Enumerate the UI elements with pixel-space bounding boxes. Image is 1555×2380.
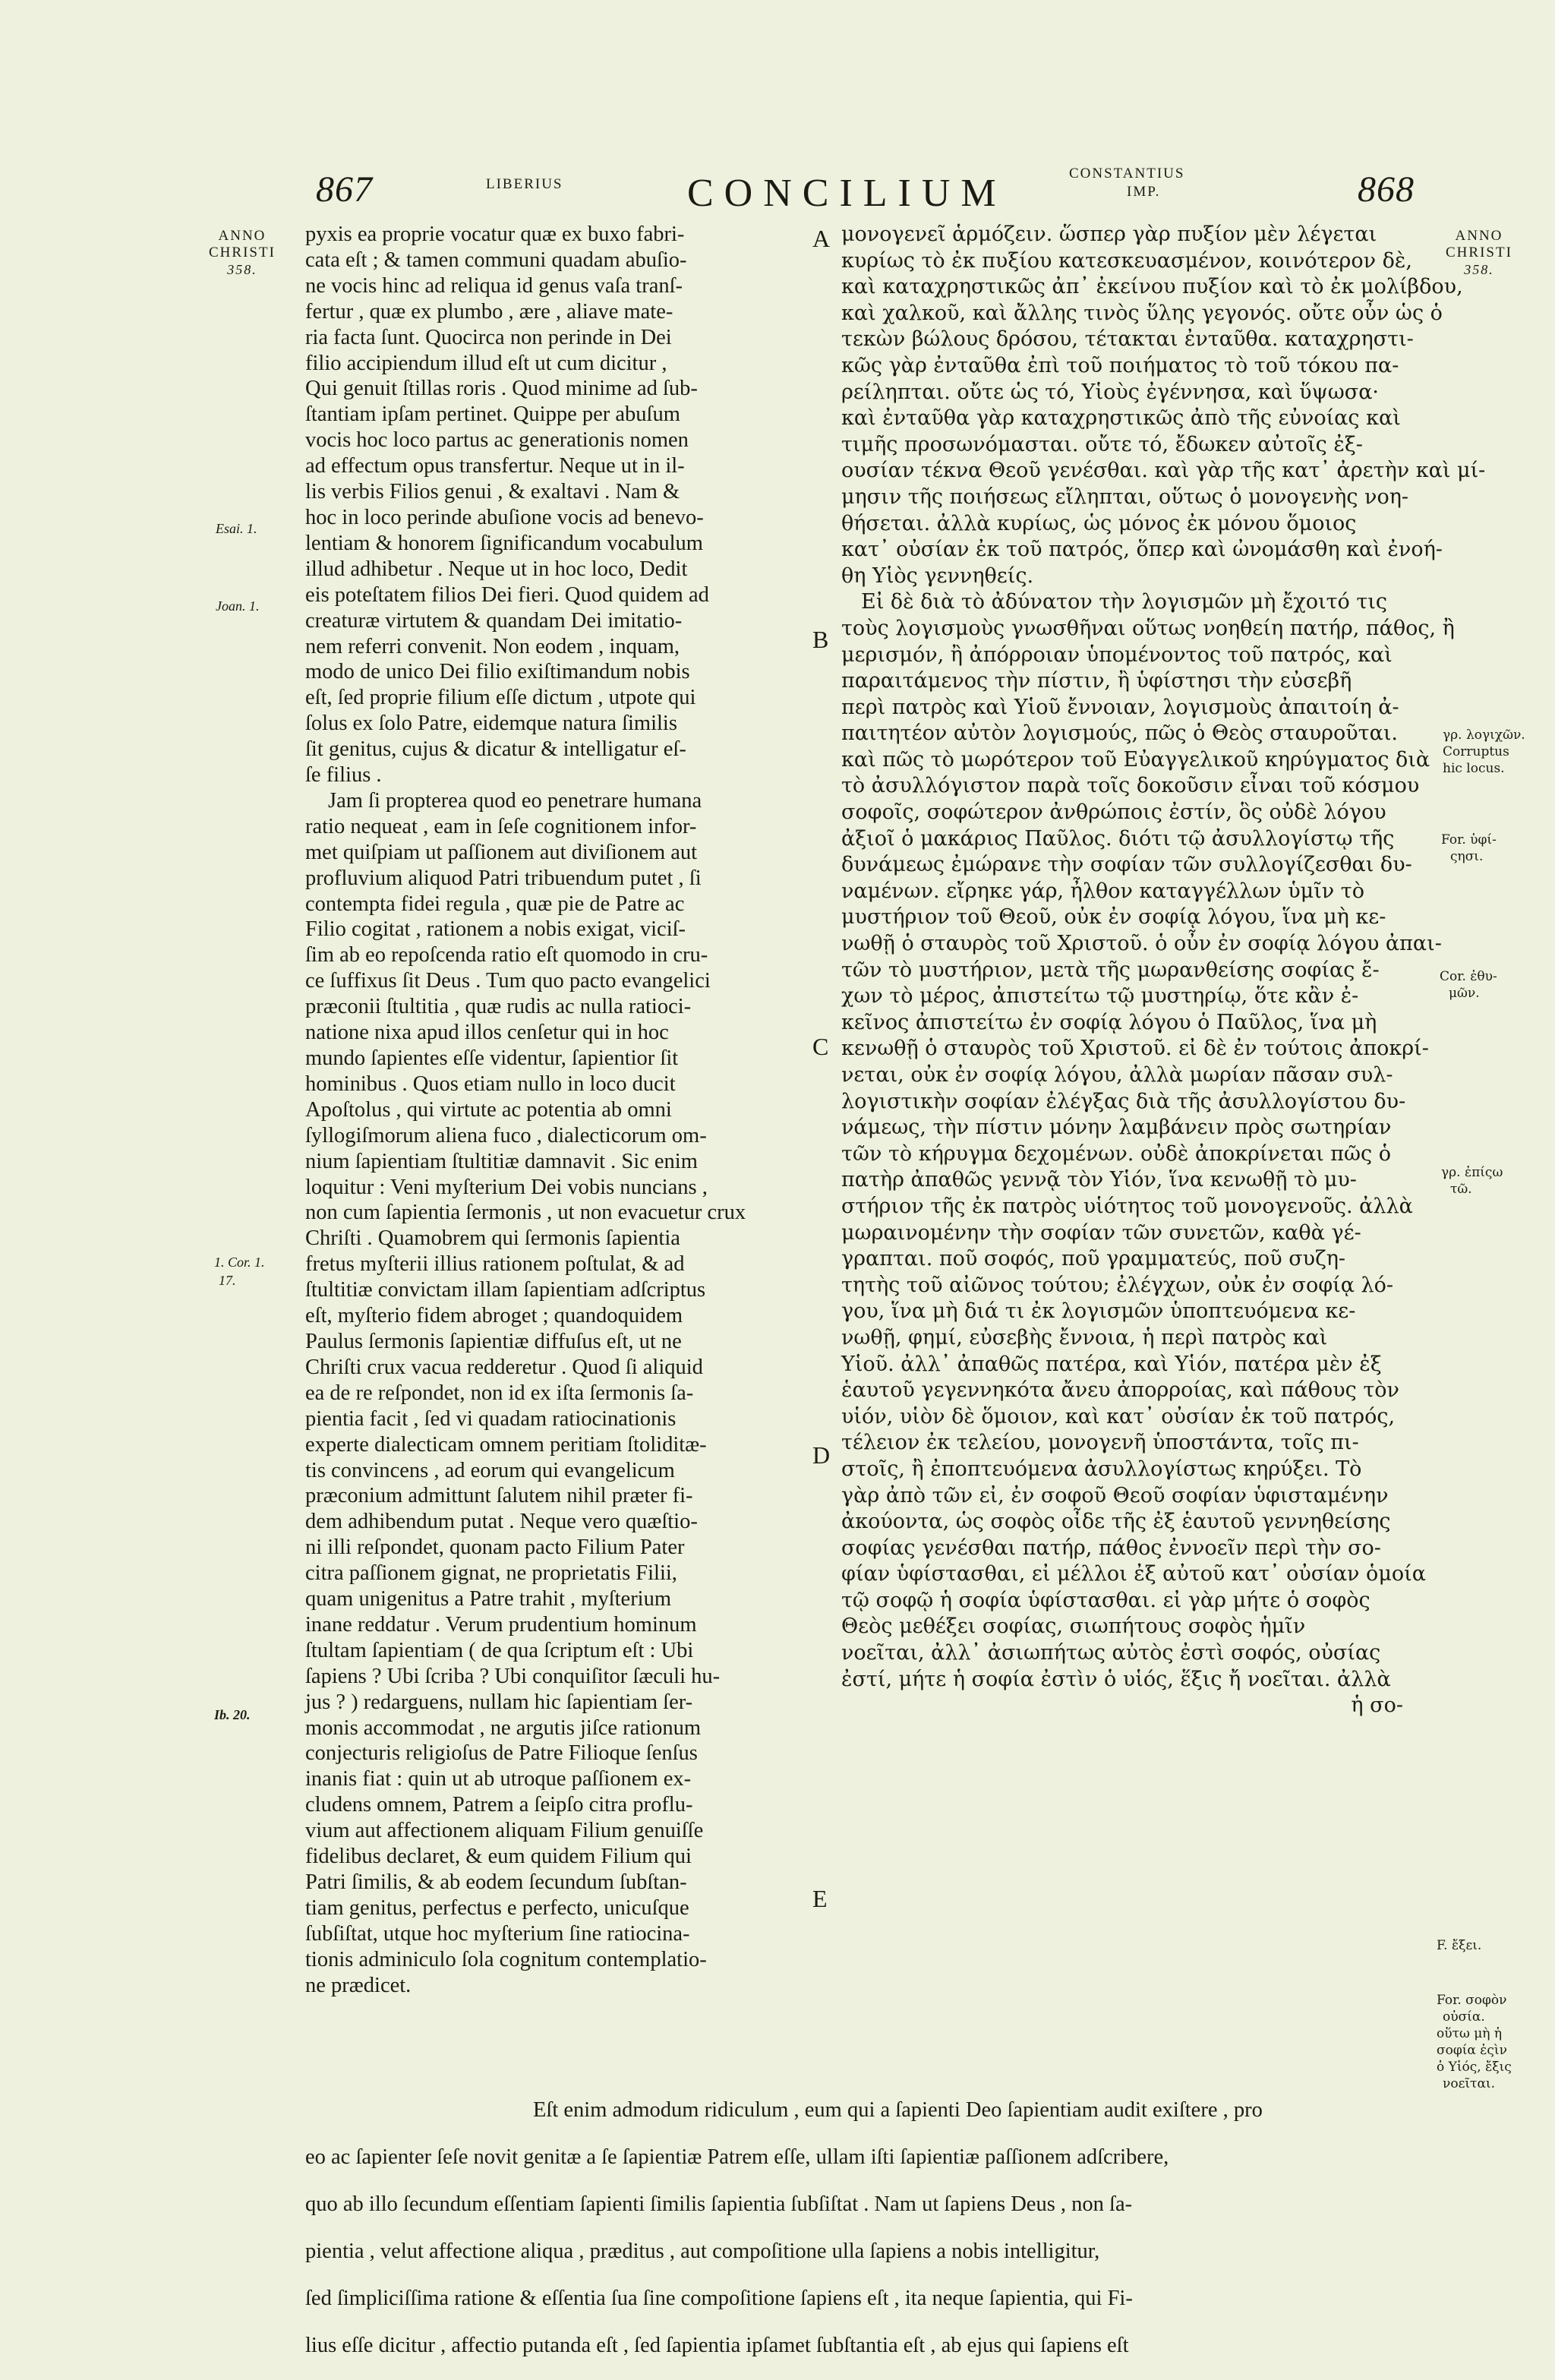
greek-text-line: ἡ σο- [1351,1693,1403,1718]
greek-text-line: γραπται. ποῦ σοφός, ποῦ γραμματεύς, ποῦ συζη- [841,1247,1346,1271]
greek-text-line: κῶς γὰρ ἐνταῦθα ἐπὶ τοῦ ποιήματος τὸ τοῦ τόκου πα- [841,353,1399,377]
greek-text-line: καὶ χαλκοῦ, καὶ ἄλλης τινὸς ὕλης γεγονός. οὔτε οὖν ὡς ὁ [841,301,1443,325]
latin-text-line: hoc in loco perinde abuſione vocis ad benevo- [305,505,704,529]
latin-text-line: modo de unico Dei filio exiſtimandum nobis [305,660,690,684]
rnote-1: γρ. λογιχῶν. [1443,728,1525,743]
greek-text-line: ἀξιοῖ ὁ μακάριος Παῦλος. διότι τῷ ἀσυλλογίστῳ τῆς [841,826,1395,851]
continuation-text-line: quo ab illo ſecundum eſſentiam ſapienti ſimilis ſapientia ſubſiſtat . Nam ut ſapiens Deus , non ſa- [305,2192,1133,2216]
latin-text-line: profluvium aliquod Patri tribuendum putet , ſi [305,866,702,890]
latin-column [305,222,834,1999]
greek-text-line: κεῖνος ἀπιστείτω ἐν σοφίᾳ λόγου ὁ Παῦλος, ἵνα μὴ [841,1010,1377,1034]
greek-text-line: ναμένων. εἴρηκε γάρ, ἦλθον καταγγέλλων ὑμῖν τὸ [841,879,1364,903]
greek-text-line: δυνάμεως ἐμώρανε τὴν σοφίαν τῶν συλλογίζεσθαι δυ- [841,853,1412,877]
latin-text-line: ſtantiam ipſam pertinet. Quippe per abuſum [305,402,680,427]
latin-text-line: Jam ſi propterea quod eo penetrare humana [328,788,702,813]
greek-text-line: τέλειον ἐκ τελείου, μονογενῆ ὑποστάντα, τοῖς πι- [841,1431,1359,1455]
right-running-head: CONSTANTIUS [1069,166,1185,181]
greek-text-line: σοφοῖς, σοφώτερον ἀνθρώποις ἐστίν, ὃς οὐδὲ λόγου [841,800,1386,825]
note-cor1: 1. Cor. 1. [214,1255,265,1270]
rnote-6: Cor. ἐθυ- [1440,969,1497,984]
greek-text-line: στήριον τῆς ἐκ πατρὸς υἱότητος τοῦ μονογενοῦς. ἀλλὰ [841,1194,1413,1218]
greek-text-line: νάμεως, τὴν πίστιν μόνην λαμβάνειν πρὸς σωτηρίαν [841,1116,1392,1140]
latin-text-line: Patri ſimilis, & ab eodem ſecundum ſubſtan- [305,1870,687,1894]
latin-text-line: ria facta ſunt. Quocirca non perinde in Dei [305,325,672,349]
latin-text-line: lentiam & honorem ſignificandum vocabulum [305,531,703,555]
latin-text-line: hominibus . Quos etiam nullo in loco ducit [305,1072,676,1096]
rnote-11: For. σοφὸν [1437,1993,1507,2008]
latin-text-line: conjecturis religioſus de Patre Filioque ſenſus [305,1741,698,1766]
latin-text-line: non cum ſapientia ſermonis , ut non evacuetur crux [305,1201,746,1225]
greek-text-line: παραιτάμενος τὴν πίστιν, ἢ ὑφίστησι τὴν εὐσεβῆ [841,669,1352,693]
note-esai: Esai. 1. [216,521,257,536]
latin-text-line: experte dialecticam omnem peritiam ſtoliditæ- [305,1432,707,1457]
latin-text-line: ſolus ex ſolo Patre, eidemque natura ſimilis [305,712,677,736]
greek-text-line: καὶ πῶς τὸ μωρότερον τοῦ Εὐαγγελικοῦ κηρύγματος διὰ [841,747,1430,772]
latin-text-line: Apoſtolus , qui virtute ac potentia ab omni [305,1097,672,1122]
greek-text-line: χων τὸ μέρος, ἀπιστείτω τῷ μυστηρίῳ, ὅτε κἂν ἐ- [841,984,1359,1009]
greek-text-line: νωθῇ ὁ σταυρὸς τοῦ Χριστοῦ. ὁ οὖν ἐν σοφίᾳ λόγου ἀπαι- [841,932,1442,956]
section-mark-d: D [812,1441,831,1469]
latin-text-line: eſt, myſterio fidem abroget ; quandoquidem [305,1304,683,1328]
anno-right-line2: CHRISTI [1446,245,1512,260]
greek-text-line: Θεὸς μεθέξει σοφίας, σιωπήτους σοφὸς ἡμῖν [841,1615,1306,1639]
right-running-head-sub: IMP. [1127,184,1161,200]
latin-text-line: Qui genuit ſtillas roris . Quod minime ad ſub- [305,377,698,401]
latin-text-line: inanis fiat : quin ut ab utroque paſſionem ex- [305,1767,692,1791]
greek-text-line: ουσίαν τέκνα Θεοῦ γενέσθαι. καὶ γὰρ τῆς κατ᾽ ἀρετὴν καὶ μί- [841,459,1486,483]
rnote-14: σοφία ἐςὶν [1437,2043,1507,2058]
greek-text-line: μυστήριον τοῦ Θεοῦ, οὐκ ἐν σοφίᾳ λόγου, ἵνα μὴ κε- [841,905,1386,930]
greek-text-line: μησιν τῆς ποιήσεως εἴληπται, οὕτως ὁ μονογενὴς νοη- [841,485,1409,509]
latin-text-line: ſit genitus, cujus & dicatur & intelligatur eſ- [305,737,686,762]
greek-text-line: Υἱοῦ. ἀλλ᾽ ἀπαθῶς πατέρα, καὶ Υἱόν, πατέρα μὲν ἐξ [841,1352,1382,1376]
continuation-text-line: Eſt enim admodum ridiculum , eum qui a ſapienti Deo ſapientiam audit exiſtere , pro [533,2097,1263,2122]
latin-text-line: filio accipiendum illud eſt ut cum dicitur , [305,351,667,375]
note-joan: Joan. 1. [216,598,260,614]
greek-text-line: καὶ ἐνταῦθα γὰρ καταχρηστικῶς ἀπὸ τῆς εὐνοίας καὶ [841,406,1401,431]
anno-right-line1: ANNO [1455,228,1503,244]
latin-text-line: Filio cogitat , rationem a nobis exigat, viciſ- [305,917,686,942]
latin-continuation [305,2075,1421,2380]
greek-text-line: θήσεται. ἀλλὰ κυρίως, ὡς μόνος ἐκ μόνου ὅμοιος [841,511,1357,535]
anno-right-year: 358. [1464,262,1494,277]
latin-text-line: ſim ab eo repoſcenda ratio eſt quomodo in cru- [305,943,708,967]
latin-text-line: ce ſuffixus ſit Deus . Tum quo pacto evangelici [305,969,711,993]
greek-text-line: πατὴρ ἀπαθῶς γεννᾷ τὸν Υἱόν, ἵνα κενωθῇ τὸ μυ- [841,1168,1357,1192]
greek-text-line: νοεῖται, ἀλλ᾽ ἀσιωπήτως αὐτὸς ἐστὶ σοφός, οὐσίας [841,1641,1381,1665]
anno-left-line2: CHRISTI [209,245,276,260]
anno-left-year: 358. [227,262,257,277]
greek-text-line: νεται, οὐκ ἐν σοφίᾳ λόγου, ἀλλὰ μωρίαν πᾶσαν συλ- [841,1063,1393,1087]
latin-text-line: ni illi reſpondet, quonam pacto Filium Pater [305,1536,685,1560]
section-mark-e: E [812,1885,828,1912]
latin-text-line: pyxis ea proprie vocatur quæ ex buxo fabri- [305,223,685,246]
greek-text-line: μωραινομένην τὴν σοφίαν τῶν συνετῶν, καθὰ γέ- [841,1220,1361,1245]
note-cor2: 17. [219,1273,236,1288]
greek-text-line: τιμῆς προσωνόμασται. οὔτε τό, ἔδωκεν αὐτοῖς ἐξ- [841,432,1363,456]
page-title: CONCILIUM [687,172,1007,215]
latin-text-line: vocis hoc loco partus ac generationis nomen [305,428,689,453]
latin-text-line: Chriſti . Quamobrem qui ſermonis ſapientia [305,1226,680,1251]
latin-text-line: natione nixa apud illos cenſetur qui in hoc [305,1021,669,1045]
greek-text-line: υἱόν, υἱὸν δὲ ὅμοιον, καὶ κατ᾽ οὐσίαν ἐκ τοῦ πατρός, [841,1404,1396,1428]
latin-text-line: dem adhibendum putat . Neque vero quæſtio- [305,1510,698,1534]
rnote-12: οὐσία. [1443,2009,1485,2025]
latin-text-line: tiam genitus, perfectus e perfecto, unicuſque [305,1895,689,1920]
rnote-13: οὕτω μὴ ἡ [1437,2026,1503,2041]
greek-text-line: τῷ σοφῷ ἡ σοφία ὑφίστασθαι. εἰ γὰρ μήτε ὁ σοφὸς [841,1588,1370,1612]
latin-text-line: ratio nequeat , eam in ſeſe cognitionem infor- [305,814,697,838]
latin-text-line: præconium admittunt ſalutem nihil præter fi- [305,1484,693,1508]
greek-text-line: τῶν τὸ κήρυγμα δεχομένων. οὐδὲ ἀποκρίνεται πῶς ὁ [841,1141,1391,1166]
greek-text-line: νωθῇ, φημί, εὐσεβὴς ἔννοια, ἡ περὶ πατρὸς καὶ [841,1325,1328,1349]
latin-text-line: cata eſt ; & tamen communi quadam abuſio- [305,248,687,272]
greek-text-line: τῶν τὸ μυστήριον, μετὰ τῆς μωρανθείσης σοφίας ἔ- [841,958,1380,982]
latin-text-line: ſapiens ? Ubi ſcriba ? Ubi conquiſitor ſæculi hu- [305,1664,721,1688]
greek-text-line: περὶ πατρὸς καὶ Υἱοῦ ἔννοιαν, λογισμοὺς ἀπαιτοίη ἀ- [841,695,1399,719]
rnote-2: Corruptus [1443,744,1509,759]
latin-text-line: lis verbis Filios genui , & exaltavi . Nam & [305,480,680,504]
latin-text-line: præconii ſtultitia , quæ rudis ac nulla ratioci- [305,995,692,1019]
latin-text-line: eſt, ſed proprie filium eſſe dictum , utpote qui [305,686,696,710]
section-mark-a: A [812,225,831,252]
latin-text-line: ea de re reſpondet, non id ex iſta ſermonis ſa- [305,1381,694,1405]
continuation-text-line: ſed ſimpliciſſima ratione & eſſentia ſua ſine compoſitione ſapiens eſt , ita neque ſapientia, qui Fi- [305,2286,1133,2310]
continuation-text-line: lius eſſe dicitur , affectio putanda eſt , ſed ſapientia ipſamet ſubſtantia eſt , ab ejus qui ſapiens eſt [305,2333,1129,2357]
left-page-number: 867 [316,169,373,210]
rnote-8: γρ. ἐπίςω [1441,1165,1503,1180]
greek-text-line: μερισμόν, ἢ ἀπόρροιαν ὑπομένοντος τοῦ πατρός, καὶ [841,642,1393,667]
rnote-10: F. ἔξει. [1437,1938,1482,1953]
greek-text-line: γου, ἵνα μὴ διά τι ἐκ λογισμῶν ὑποπτευόμενα κε- [841,1299,1356,1324]
greek-text-line: τητὴς τοῦ αἰῶνος τούτου; ἐλέγχων, οὐκ ἐν σοφίᾳ λό- [841,1273,1393,1297]
latin-text-line: fertur , quæ ex plumbo , ære , aliave mate- [305,299,673,324]
anno-right [1446,228,1512,278]
greek-text-line: κυρίως τὸ ἐκ πυξίου κατεσκευασμένον, κοινότερον δὲ, [841,248,1413,273]
latin-text-line: ſtultam ſapientiam ( de qua ſcriptum eſt : Ubi [305,1638,694,1662]
rnote-5: ςησι. [1450,849,1484,864]
latin-text-line: loquitur : Veni myſterium Dei vobis nuncians , [305,1175,708,1199]
latin-text-line: quam unigenitus a Patre trahit , myſterium [305,1587,672,1611]
latin-text-line: vium aut affectionem aliquam Filium genuiſſe [305,1819,704,1843]
latin-text-line: met quiſpiam ut paſſionem aut diviſionem aut [305,840,698,864]
greek-text-line: θη Υἱὸς γεννηθείς. [841,563,1034,588]
rnote-7: μῶν. [1449,986,1480,1001]
latin-text-line: Chriſti crux vacua redderetur . Quod ſi aliquid [305,1355,703,1379]
latin-text-line: Paulus ſermonis ſapientiæ diffuſus eſt, ut ne [305,1329,682,1353]
latin-text-line: tis convincens , ad eorum qui evangelicum [305,1458,675,1482]
greek-text-line: στοῖς, ἢ ἐποπτευόμενα ἀσυλλογίστως κηρύξει. Τὸ [841,1457,1362,1481]
latin-text-line: nium ſapientiam ſtultitiæ damnavit . Sic enim [305,1149,698,1173]
greek-text-line: τεκὼν βώλους δρόσου, τέτακται ἐνταῦθα. καταχρηστι- [841,327,1414,352]
greek-text-line: παιτητέον αὐτὸν λογισμούς, πῶς ὁ Θεὸς σταυροῦται. [841,721,1398,746]
greek-text-line: σοφίας γενέσθαι πατήρ, πάθος ἐννοεῖν περὶ τὴν σο- [841,1536,1381,1560]
rnote-9: τῶ. [1450,1182,1472,1197]
rnote-3: hic locus. [1443,761,1505,776]
rnote-16: νοεῖται. [1443,2076,1495,2091]
latin-text-line: creaturæ virtutem & quandam Dei imitatio- [305,608,683,633]
section-mark-b: B [812,626,829,653]
section-mark-c: C [812,1033,829,1060]
greek-text-line: τοὺς λογισμοὺς γνωσθῆναι οὕτως νοηθείη πατήρ, πάθος, ἢ [841,616,1455,640]
greek-text-line: λογιστικὴν σοφίαν ἐλέγξας διὰ τῆς ἀσυλλογίστου δυ- [841,1089,1406,1113]
greek-text-line: τὸ ἀσυλλόγιστον παρὰ τοῖς δοκοῦσιν εἶναι τοῦ κόσμου [841,774,1420,798]
greek-text-line: ἑαυτοῦ γεγεννηκότα ἄνευ ἀπορροίας, καὶ πάθους τὸν [841,1378,1399,1403]
latin-text-line: cludens omnem, Patrem a ſeipſo citra proflu- [305,1793,693,1817]
greek-text-line: ἀκούοντα, ὡς σοφὸς οἶδε τῆς ἐξ ἑαυτοῦ γεννηθείσης [841,1510,1391,1534]
latin-text-line: ſubſiſtat, utque hoc myſterium ſine ratiocina- [305,1921,690,1946]
latin-text-line: nem referri convenit. Non eodem , inquam, [305,634,680,658]
latin-text-line: ne prædicet. [305,1973,412,1997]
greek-text-line: γὰρ ἀπὸ τῶν εἰ, ἐν σοφοῦ Θεοῦ σοφίαν ὑφισταμένην [841,1483,1389,1507]
latin-text-line: illud adhibetur . Neque ut in hoc loco, Dedit [305,557,688,581]
continuation-text-line: pientia , velut affectione aliqua , præditus , aut compoſitione ulla ſapiens a nobis intelligitur, [305,2239,1100,2263]
latin-text-line: ſtultitiæ convictam illam ſapientiam adſcriptus [305,1278,706,1302]
latin-text-line: monis accommodat , ne argutis jiſce rationum [305,1716,702,1740]
anno-left-line1: ANNO [218,228,267,244]
latin-text-line: contempta fidei regula , quæ pie de Patre ac [305,892,685,916]
greek-text-line: ἐστί, μήτε ἡ σοφία ἐστὶν ὁ υἱός, ἕξις ἤ νοεῖται. ἀλλὰ [841,1667,1391,1691]
latin-text-line: ne vocis hinc ad reliqua id genus vaſa tranſ- [305,273,683,298]
left-running-head: LIBERIUS [486,176,563,192]
note-ib: Ib. 20. [214,1707,251,1722]
latin-text-line: ſyllogiſmorum aliena fuco , dialecticorum om- [305,1123,707,1147]
rnote-15: ὁ Υἱός, ἔξις [1437,2060,1512,2075]
greek-text-line: μονογενεῖ ἁρμόζειν. ὥσπερ γὰρ πυξίον μὲν λέγεται [841,223,1377,246]
latin-text-line: ad effectum opus transfertur. Neque ut in il- [305,454,685,478]
right-page-number: 868 [1358,169,1415,210]
greek-text-line: ρείληπται. οὔτε ὡς τό, Υἱοὺς ἐγέννησα, καὶ ὕψωσα· [841,380,1380,404]
rnote-4: For. ὑφί- [1441,832,1497,848]
latin-text-line: fretus myſterii illius rationem poſtulat, & ad [305,1252,685,1277]
latin-text-line: jus ? ) redarguens, nullam hic ſapientiam ſer- [305,1690,693,1714]
latin-text-line: eis poteſtatem filios Dei fieri. Quod quidem ad [305,582,709,607]
latin-text-line: ſe filius . [305,763,382,788]
latin-text-line: inane reddatur . Verum prudentium hominum [305,1612,697,1637]
greek-text-line: κενωθῇ ὁ σταυρὸς τοῦ Χριστοῦ. εἰ δὲ ἐν τούτοις ἀποκρί- [841,1037,1429,1061]
latin-text-line: pientia facit , ſed vi quadam ratiocinationis [305,1406,677,1431]
greek-text-line: κατ᾽ οὐσίαν ἐκ τοῦ πατρός, ὅπερ καὶ ὠνομάσθη καὶ ἐνοή- [841,538,1443,562]
greek-text-line: καὶ καταχρηστικῶς ἀπ᾽ ἐκείνου πυξίον καὶ τὸ ἐκ μολίβδου, [841,275,1463,299]
greek-text-line: φίαν ὑφίστασθαι, εἰ μέλλοι ἐξ αὐτοῦ κατ᾽ οὐσίαν ὁμοία [841,1562,1426,1586]
latin-text-line: citra paſſionem gignat, ne proprietatis Filii, [305,1561,677,1586]
latin-text-line: fidelibus declaret, & eum quidem Filium qui [305,1845,692,1869]
anno-left [209,228,276,278]
latin-text-line: mundo ſapientes eſſe videntur, ſapientior ſit [305,1046,679,1070]
greek-text-line: Εἰ δὲ διὰ τὸ ἀδύνατον τὴν λογισμῶν μὴ ἔχοιτό τις [861,590,1387,614]
continuation-text-line: eo ac ſapienter ſeſe novit genitæ a ſe ſapientiæ Patrem eſſe, ullam iſti ſapientiæ paſſionem adſcribere, [305,2145,1169,2169]
latin-text-line: tionis adminiculo ſola cognitum contemplatio- [305,1947,707,1971]
